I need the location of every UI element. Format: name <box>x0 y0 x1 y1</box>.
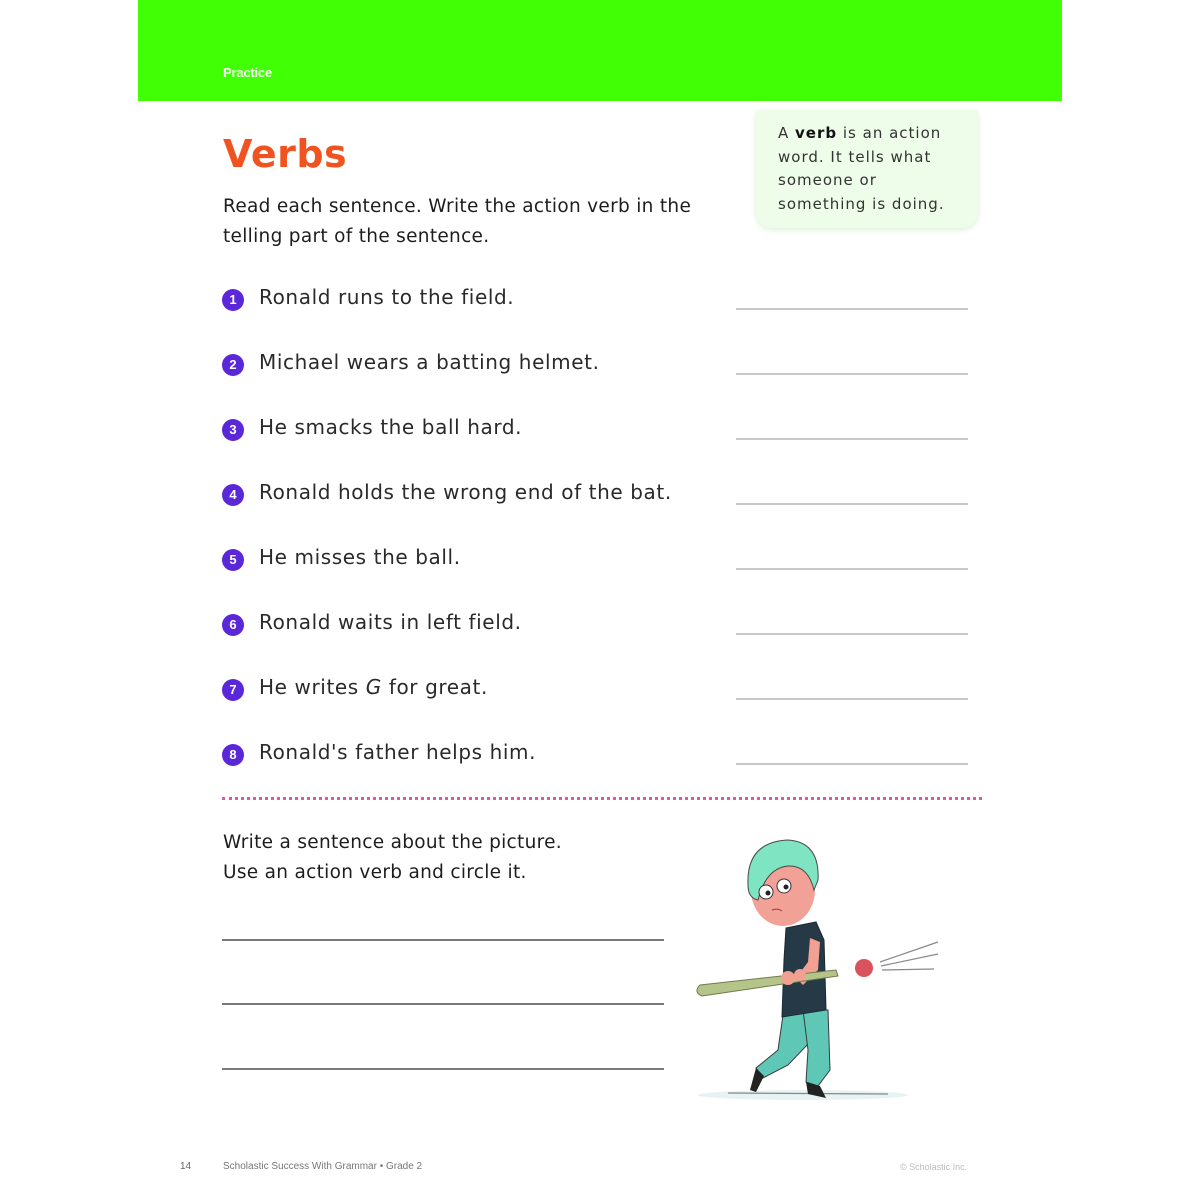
answer-line[interactable] <box>736 308 968 310</box>
exercise-sentence <box>259 675 488 699</box>
number-badge: 8 <box>222 744 244 766</box>
batter-illustration <box>638 810 968 1110</box>
header-band <box>138 0 1062 101</box>
instructions: Read each sentence. Write the action verb in the telling part of the sentence. <box>223 196 692 247</box>
exercise-sentence: Ronald waits in left field. <box>259 610 522 634</box>
number-badge: 6 <box>222 614 244 636</box>
number-badge: 2 <box>222 354 244 376</box>
answer-line[interactable] <box>736 763 968 765</box>
copyright: © Scholastic Inc. <box>900 1162 968 1172</box>
answer-line[interactable] <box>736 503 968 505</box>
number-badge: 1 <box>222 289 244 311</box>
answer-line[interactable] <box>736 698 968 700</box>
exercise-sentence: He misses the ball. <box>259 545 461 569</box>
writing-prompt-line-1: Write a sentence about the picture. <box>223 832 562 853</box>
exercise-item <box>222 607 982 672</box>
page-number: 14 <box>180 1161 192 1172</box>
writing-prompt-line-2: Use an action verb and circle it. <box>223 862 527 883</box>
sentence-part: He writes <box>259 675 366 699</box>
exercise-sentence: Ronald runs to the field. <box>259 285 515 309</box>
number-badge: 5 <box>222 549 244 571</box>
tip-rest: is an action word. It tells what someone or something is doing. <box>778 124 945 213</box>
writing-line-2[interactable] <box>222 1003 664 1005</box>
exercise-item <box>222 672 982 737</box>
exercise-item <box>222 282 982 347</box>
exercise-sentence: Ronald holds the wrong end of the bat. <box>259 480 672 504</box>
number-badge: 4 <box>222 484 244 506</box>
exercise-item <box>222 477 982 542</box>
exercise-sentence: Michael wears a batting helmet. <box>259 350 600 374</box>
answer-line[interactable] <box>736 633 968 635</box>
writing-line-3[interactable] <box>222 1068 664 1070</box>
tip-prefix: A <box>778 124 796 142</box>
exercise-item <box>222 412 982 477</box>
exercise-list <box>222 282 982 802</box>
writing-line-1[interactable] <box>222 939 664 941</box>
dotted-divider <box>222 797 982 800</box>
exercise-sentence: Ronald's father helps him. <box>259 740 537 764</box>
book-title: Scholastic Success With Grammar • Grade 2 <box>223 1161 423 1172</box>
page-title: Verbs <box>223 132 348 176</box>
answer-line[interactable] <box>736 568 968 570</box>
tip-keyword: verb <box>795 124 838 142</box>
number-badge: 3 <box>222 419 244 441</box>
answer-line[interactable] <box>736 373 968 375</box>
worksheet-page <box>138 0 1062 1200</box>
sentence-part: for great. <box>381 675 488 699</box>
exercise-item <box>222 737 982 802</box>
exercise-item <box>222 347 982 412</box>
definition-text <box>778 122 968 216</box>
definition-tip-box <box>756 110 978 228</box>
writing-prompt <box>223 828 643 888</box>
number-badge: 7 <box>222 679 244 701</box>
exercise-sentence: He smacks the ball hard. <box>259 415 523 439</box>
answer-line[interactable] <box>736 438 968 440</box>
section-label: Practice <box>223 65 272 80</box>
exercise-item <box>222 542 982 607</box>
sentence-italic-letter: G <box>365 675 382 699</box>
